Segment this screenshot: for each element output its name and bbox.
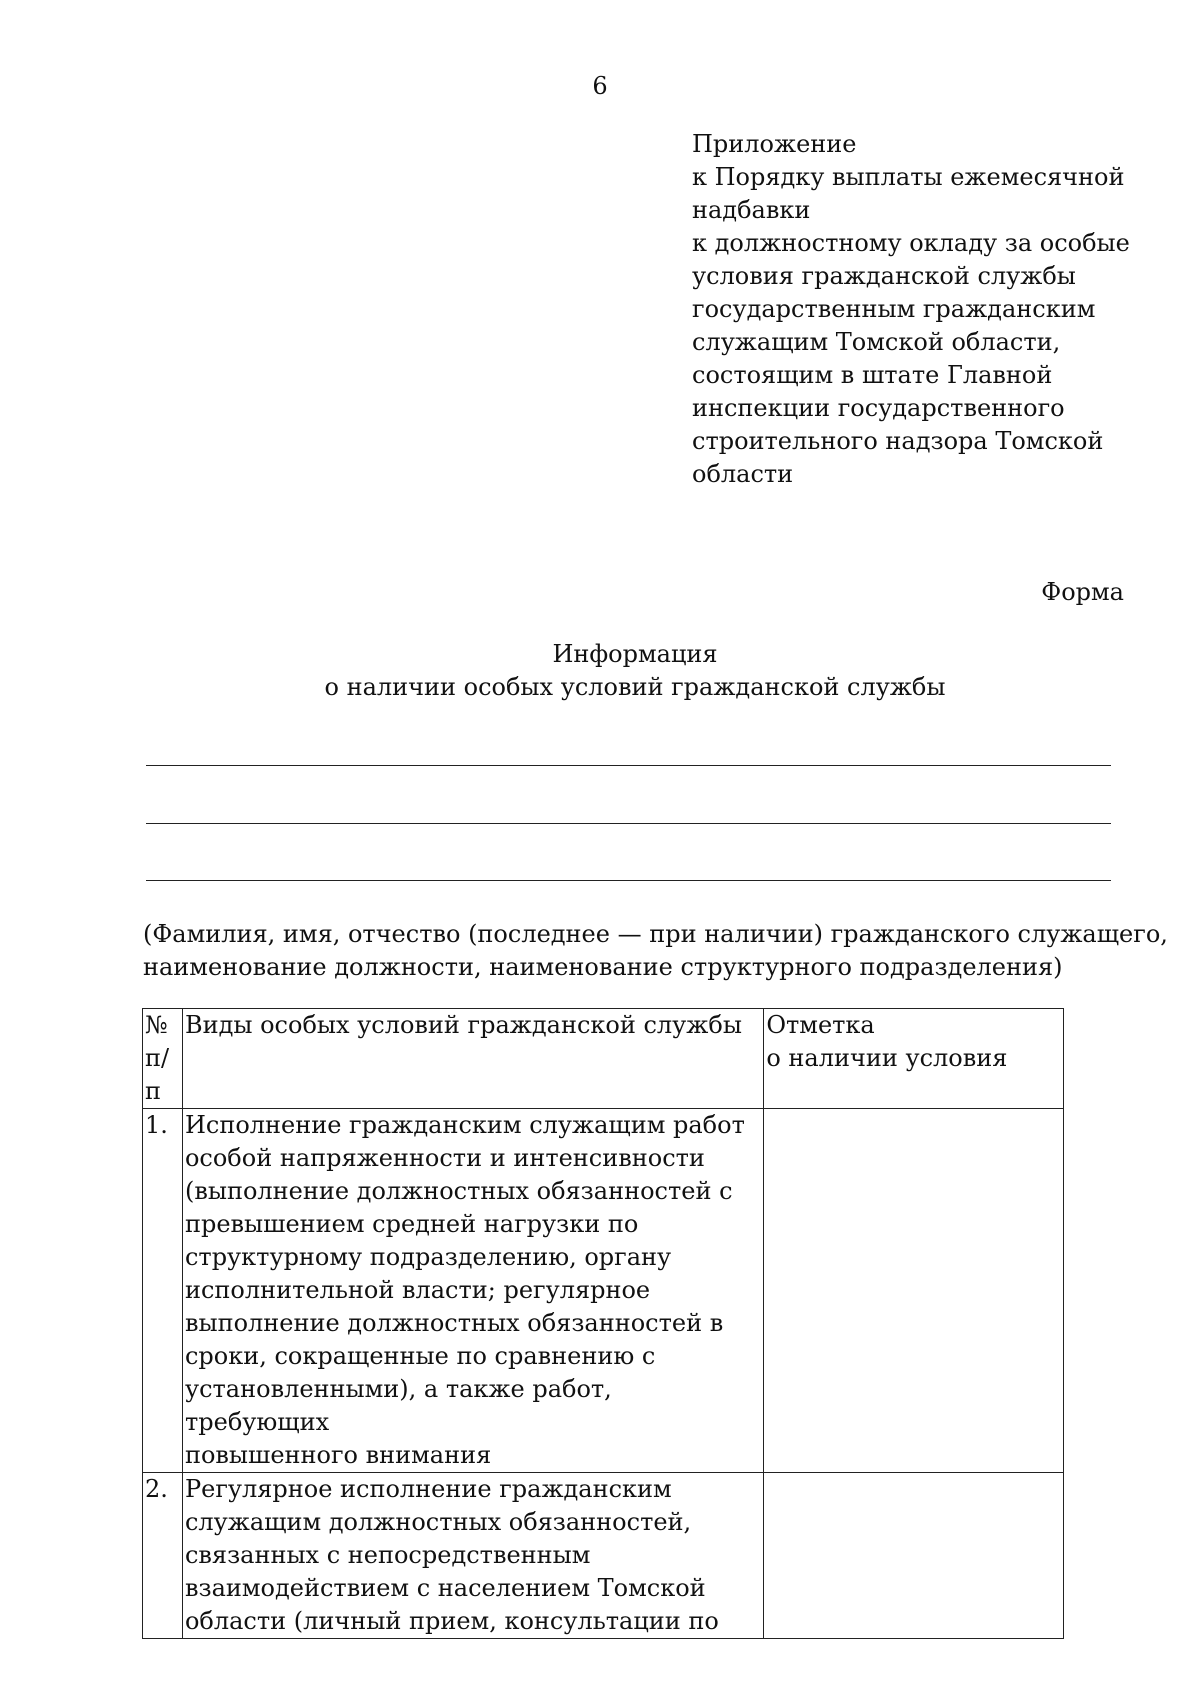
- appendix-reference: [692, 128, 1132, 491]
- header-num: № п/п: [143, 1009, 183, 1109]
- table-row: [143, 1473, 1064, 1639]
- appendix-line: строительного надзора Томской: [692, 427, 1104, 455]
- row-mark-cell[interactable]: [764, 1109, 1064, 1473]
- row-text: Регулярное исполнение гражданским служащим должностных обязанностей, связанных с непосредственным взаимодействием с населением Томской области (личный прием, консультации по: [182, 1473, 763, 1639]
- row-num: 1.: [143, 1109, 183, 1473]
- header-mark: Отметка о наличии условия: [764, 1009, 1064, 1109]
- row-mark-cell[interactable]: [764, 1473, 1064, 1639]
- caption-line-1: (Фамилия, имя, отчество (последнее — при наличии) гражданского служащего,: [143, 920, 1168, 948]
- appendix-line: государственным гражданским: [692, 295, 1096, 323]
- row-text: Исполнение гражданским служащим работ особой напряженности и интенсивности (выполнение должностных обязанностей с превышением средней нагрузки по структурному подразделению, органу исполнительной власти; регулярное выполнение должностных обязанностей в сроки, сокращенные по сравнению с установленными), а также работ, требующих повышенного внимания: [182, 1109, 763, 1473]
- blank-fill-line[interactable]: [146, 823, 1111, 824]
- title-line-1: Информация: [552, 640, 718, 668]
- row-num: 2.: [143, 1473, 183, 1639]
- appendix-line: к Порядку выплаты ежемесячной: [692, 163, 1125, 191]
- header-type: Виды особых условий гражданской службы: [182, 1009, 763, 1109]
- conditions-table: [142, 1008, 1064, 1639]
- appendix-line: инспекции государственного: [692, 394, 1065, 422]
- appendix-line: состоящим в штате Главной: [692, 361, 1053, 389]
- blank-fill-line[interactable]: [146, 765, 1111, 766]
- blank-fill-line[interactable]: [146, 880, 1111, 881]
- appendix-line: надбавки: [692, 196, 811, 224]
- appendix-line: области: [692, 460, 794, 488]
- page-number: 6: [592, 72, 608, 100]
- appendix-line: к должностному окладу за особые: [692, 229, 1130, 257]
- appendix-line: служащим Томской области,: [692, 328, 1061, 356]
- table-header-row: [143, 1009, 1064, 1109]
- appendix-line: Приложение: [692, 130, 857, 158]
- table-row: [143, 1109, 1064, 1473]
- fields-caption: [143, 918, 1168, 984]
- appendix-line: условия гражданской службы: [692, 262, 1076, 290]
- form-label: Форма: [1041, 578, 1124, 606]
- title-line-2: о наличии особых условий гражданской службы: [324, 673, 946, 701]
- caption-line-2: наименование должности, наименование структурного подразделения): [143, 953, 1063, 981]
- document-title: [140, 638, 1130, 704]
